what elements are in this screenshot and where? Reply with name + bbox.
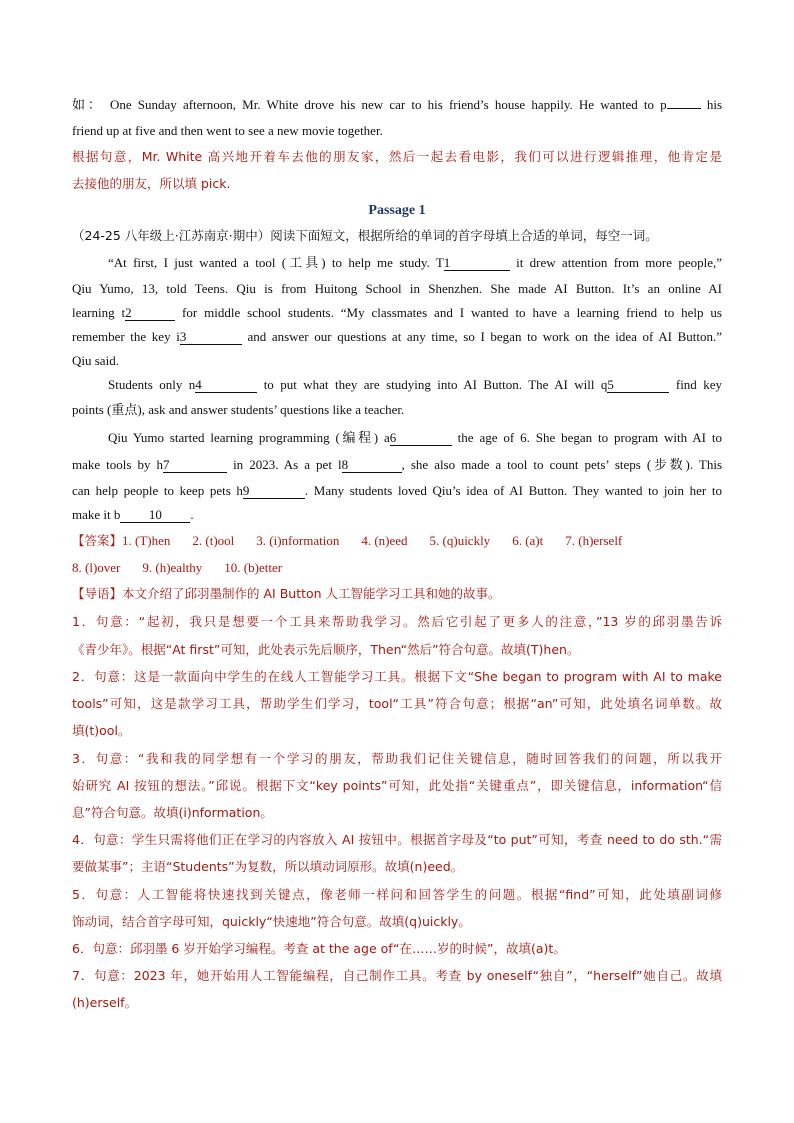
guide-label: 【导语】 bbox=[72, 586, 123, 601]
explanation-3-line-3: 息”符合句意。故填(i)nformation。 bbox=[72, 805, 273, 820]
example-explanation-2: 去接他的朋友，所以填 pick. bbox=[72, 176, 231, 191]
answers-row-2: 8. (l)over 9. (h)ealthy 10. (b)etter bbox=[72, 560, 283, 575]
blank-1[interactable]: 1 bbox=[444, 256, 510, 271]
passage-line: “At first, I just wanted a tool (工具) to help me study. T1 it drew attention from more people,” bbox=[108, 255, 722, 270]
passage-line: Qiu Yumo started learning programming (编程) a6 the age of 6. She began to program with AI to bbox=[108, 430, 722, 445]
blank-5[interactable]: 5 bbox=[607, 378, 669, 393]
example-blank bbox=[667, 108, 701, 109]
blank-8[interactable]: 8 bbox=[342, 458, 402, 473]
explanation-1-line-1: 1．句意：“起初，我只是想要一个工具来帮助我学习。然后它引起了更多人的注意，”13 岁的邱羽墨告诉 bbox=[72, 614, 722, 629]
example-line-2: friend up at five and then went to see a new movie together. bbox=[72, 123, 383, 138]
passage-line: Qiu said. bbox=[72, 353, 119, 368]
guide: 【导语】本文介绍了邱羽墨制作的 AI Button 人工智能学习工具和她的故事。 bbox=[72, 586, 501, 601]
explanation-4-line-1: 4．句意：学生只需将他们正在学习的内容放入 AI 按钮中。根据首字母及“to put”可知，考查 need to do sth.“需 bbox=[72, 832, 722, 847]
passage-line: Qiu Yumo, 13, told Teens. Qiu is from Huitong School in Shenzhen. She made AI Button. It’s an online AI bbox=[72, 281, 722, 296]
explanation-5-line-1: 5．句意：人工智能将快速找到关键点，像老师一样问和回答学生的问题。根据“find”可知，此处填副词修 bbox=[72, 887, 722, 902]
blank-7[interactable]: 7 bbox=[163, 458, 227, 473]
explanation-5-line-2: 饰动词，结合首字母可知，quickly“快速地”符合句意。故填(q)uickly。 bbox=[72, 914, 471, 929]
blank-6[interactable]: 6 bbox=[390, 431, 452, 446]
example-line-1: 如： One Sunday afternoon, Mr. White drove his new car to his friend’s house happily. He wanted to p his bbox=[72, 97, 723, 112]
explanation-6: 6．句意：邱羽墨 6 岁开始学习编程。考查 at the age of“在……岁的时候”，故填(a)t。 bbox=[72, 941, 566, 956]
passage-line: remember the key i3 and answer our questions at any time, so I began to work on the idea of AI Button.” bbox=[72, 329, 722, 344]
explanation-7-line-1: 7．句意：2023 年，她开始用人工智能编程，自己制作工具。考查 by oneself“独自”，“herself”她自己。故填 bbox=[72, 968, 722, 983]
explanation-2-line-1: 2．句意：这是一款面向中学生的在线人工智能学习工具。根据下文“She began to program with AI to make bbox=[72, 669, 722, 684]
answer-label: 【答案】 bbox=[72, 533, 123, 548]
explanation-2-line-2: tools”可知，这是款学习工具，帮助学生们学习，tool“工具”符合句意；根据“an”可知，此处填名词单数。故 bbox=[72, 696, 722, 711]
explanation-2-line-3: 填(t)ool。 bbox=[72, 723, 131, 738]
explanation-3-line-1: 3．句意：“我和我的同学想有一个学习的朋友，帮助我们记住关键信息，随时回答我们的问题，所以我开 bbox=[72, 751, 722, 766]
explanation-1-line-2: 《青少年》。根据“At first”可知，此处表示先后顺序，Then“然后”符合句意。故填(T)hen。 bbox=[72, 642, 580, 657]
passage-line: make tools by h7 in 2023. As a pet l8 , she also made a tool to count pets’ steps (步数). This bbox=[72, 457, 723, 472]
passage-line: make it b 10 . bbox=[72, 507, 194, 522]
example-explanation-1: 根据句意，Mr. White 高兴地开着车去他的朋友家，然后一起去看电影，我们可以进行逻辑推理，他肯定是 bbox=[72, 149, 722, 164]
blank-9[interactable]: 9 bbox=[243, 484, 305, 499]
answers-row-1: 【答案】1. (T)hen 2. (t)ool 3. (i)nformation 4. (n)eed 5. (q)uickly 6. (a)t 7. (h)erself bbox=[72, 533, 623, 548]
explanation-4-line-2: 要做某事”；主语“Students”为复数，所以填动词原形。故填(n)eed。 bbox=[72, 859, 464, 874]
passage-line: can help people to keep pets h9 . Many students loved Qiu’s idea of AI Button. They wanted to join her to bbox=[72, 483, 722, 498]
passage-line: points (重点), ask and answer students’ questions like a teacher. bbox=[72, 402, 405, 417]
blank-10[interactable]: 10 bbox=[120, 508, 190, 523]
passage-title: Passage 1 bbox=[368, 203, 426, 218]
blank-4[interactable]: 4 bbox=[195, 378, 257, 393]
explanation-3-line-2: 始研究 AI 按钮的想法。”邱说。根据下文“key points”可知，此处指“关键重点”，即关键信息，information“信 bbox=[72, 778, 722, 793]
explanation-7-line-2: (h)erself。 bbox=[72, 995, 138, 1010]
instruction: （24-25 八年级上·江苏南京·期中）阅读下面短文，根据所给的单词的首字母填上合适的单词，每空一词。 bbox=[72, 228, 658, 243]
blank-2[interactable]: 2 bbox=[125, 306, 175, 321]
passage-line: Students only n4 to put what they are studying into AI Button. The AI will q5 find key bbox=[108, 377, 722, 392]
passage-line: learning t2 for middle school students. “My classmates and I wanted to have a learning friend to help us bbox=[72, 305, 722, 320]
blank-3[interactable]: 3 bbox=[180, 330, 242, 345]
